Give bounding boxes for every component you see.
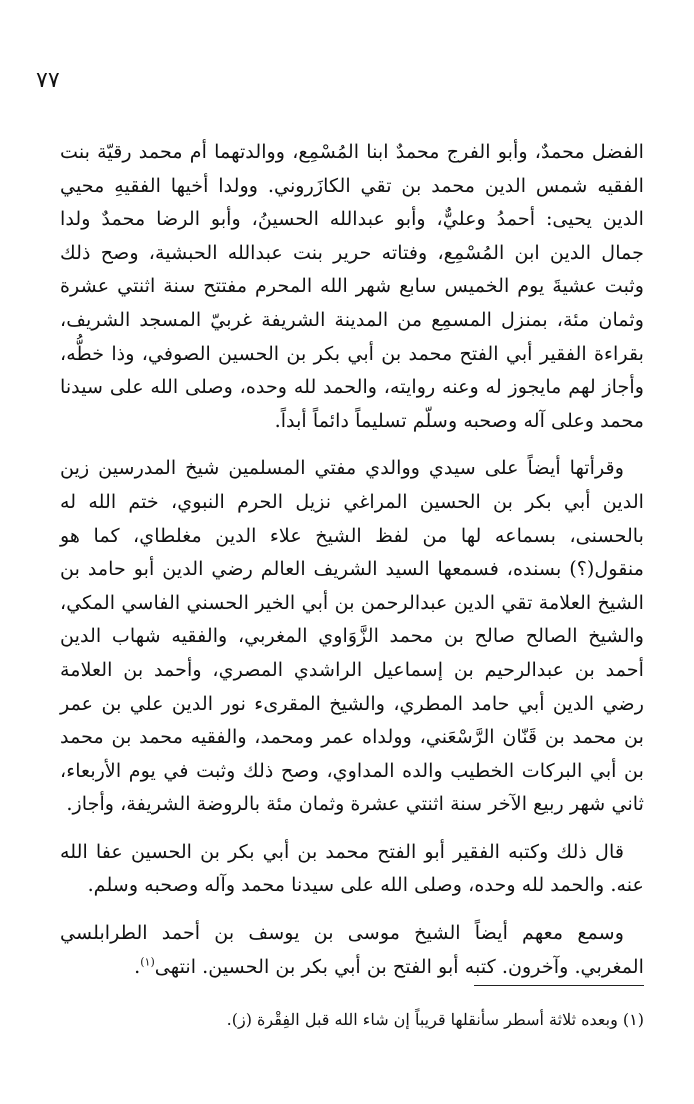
paragraph-1: الفضل محمدٌ، وأبو الفرج محمدٌ ابنا المُسْمِع، ووالدتهما أم محمد رقيّة بنت الفقيه شمس الدين محمد بن تقي الكازَروني. وولدا أخيها الفقيهِ محيي الدين يحيى: أحمدُ وعليٌّ، وأبو عبدالله الحسينُ، وأبو الرضا محمدٌ ولدا جمال الدين ابن المُسْمِع، وفتاته حرير بنت عبدالله الحبشية، وصح ذلك وثبت عشيةَ يوم الخميس سابع شهر الله المحرم مفتتح سنة اثنتي عشرة وثمان مئة، بمنزل المسمِع من المدينة الشريفة غربيّ المسجد الشريف، بقراءة الفقير أبي الفتح محمد بن أبي بكر بن الحسين الصوفي، وذا خطُّه، وأجاز لهم مايجوز له وعنه روايته، والحمد لله وحده، وصلى الله على سيدنا محمد وعلى آله وصحبه وسلّم تسليماً دائماً أبداً. <box>60 140 644 432</box>
paragraph-4-text: وسمع معهم أيضاً الشيخ موسى بن يوسف بن أحمد الطرابلسي المغربي. وآخرون. كتبه أبو الفتح بن أبي بكر بن الحسين. انتهى <box>60 921 644 978</box>
footnote: (١) وبعده ثلاثة أسطر سأنقلها قريباً إن شاء الله قبل الفِقْرة (ز). <box>226 1010 644 1029</box>
paragraph-3: قال ذلك وكتبه الفقير أبو الفتح محمد بن أبي بكر بن الحسين عفا الله عنه. والحمد لله وحده، وصلى الله على سيدنا محمد وآله وصحبه وسلم. <box>60 839 644 897</box>
footnote-divider <box>474 985 644 986</box>
paragraph-2: وقرأتها أيضاً على سيدي ووالدي مفتي المسلمين شيخ المدرسين زين الدين أبي بكر بن الحسين المراغي نزيل الحرم النبوي، ختم الله له بالحسنى، بسماعه لها من لفظ الشيخ علاء الدين مغلطاي، كما هو منقول(؟) بسنده، فسمعها السيد الشريف العالم رضي الدين أبو حامد بن الشيخ العلامة تقي الدين عبدالرحمن بن أبي الخير الحسني الفاسي المكي، والشيخ الصالح صالح بن محمد الزَّوَاوي المغربي، والفقيه شهاب الدين أحمد بن عبدالرحيم بن إسماعيل الراشدي المصري، وأحمد بن العلامة رضي الدين أبي حامد المطري، والشيخ المقرىء نور الدين علي بن عمر بن محمد بن قَنّان الرَّسْعَني، وولداه عمر ومحمد، والفقيه محمد بن محمد بن أبي البركات الخطيب والده المداوي، وصح ذلك وثبت في يوم الأربعاء، ثاني شهر ربيع الآخر سنة اثنتي عشرة وثمان مئة بالروضة الشريفة، وأجاز. <box>60 456 644 816</box>
page-number: ٧٧ <box>36 68 60 93</box>
paragraph-4: وسمع معهم أيضاً الشيخ موسى بن يوسف بن أحمد الطرابلسي المغربي. وآخرون. كتبه أبو الفتح بن أبي بكر بن الحسين. انتهى$^{(١)}$. <box>60 921 644 978</box>
footnote-reference: (١) <box>140 955 155 969</box>
main-text <box>60 135 644 983</box>
